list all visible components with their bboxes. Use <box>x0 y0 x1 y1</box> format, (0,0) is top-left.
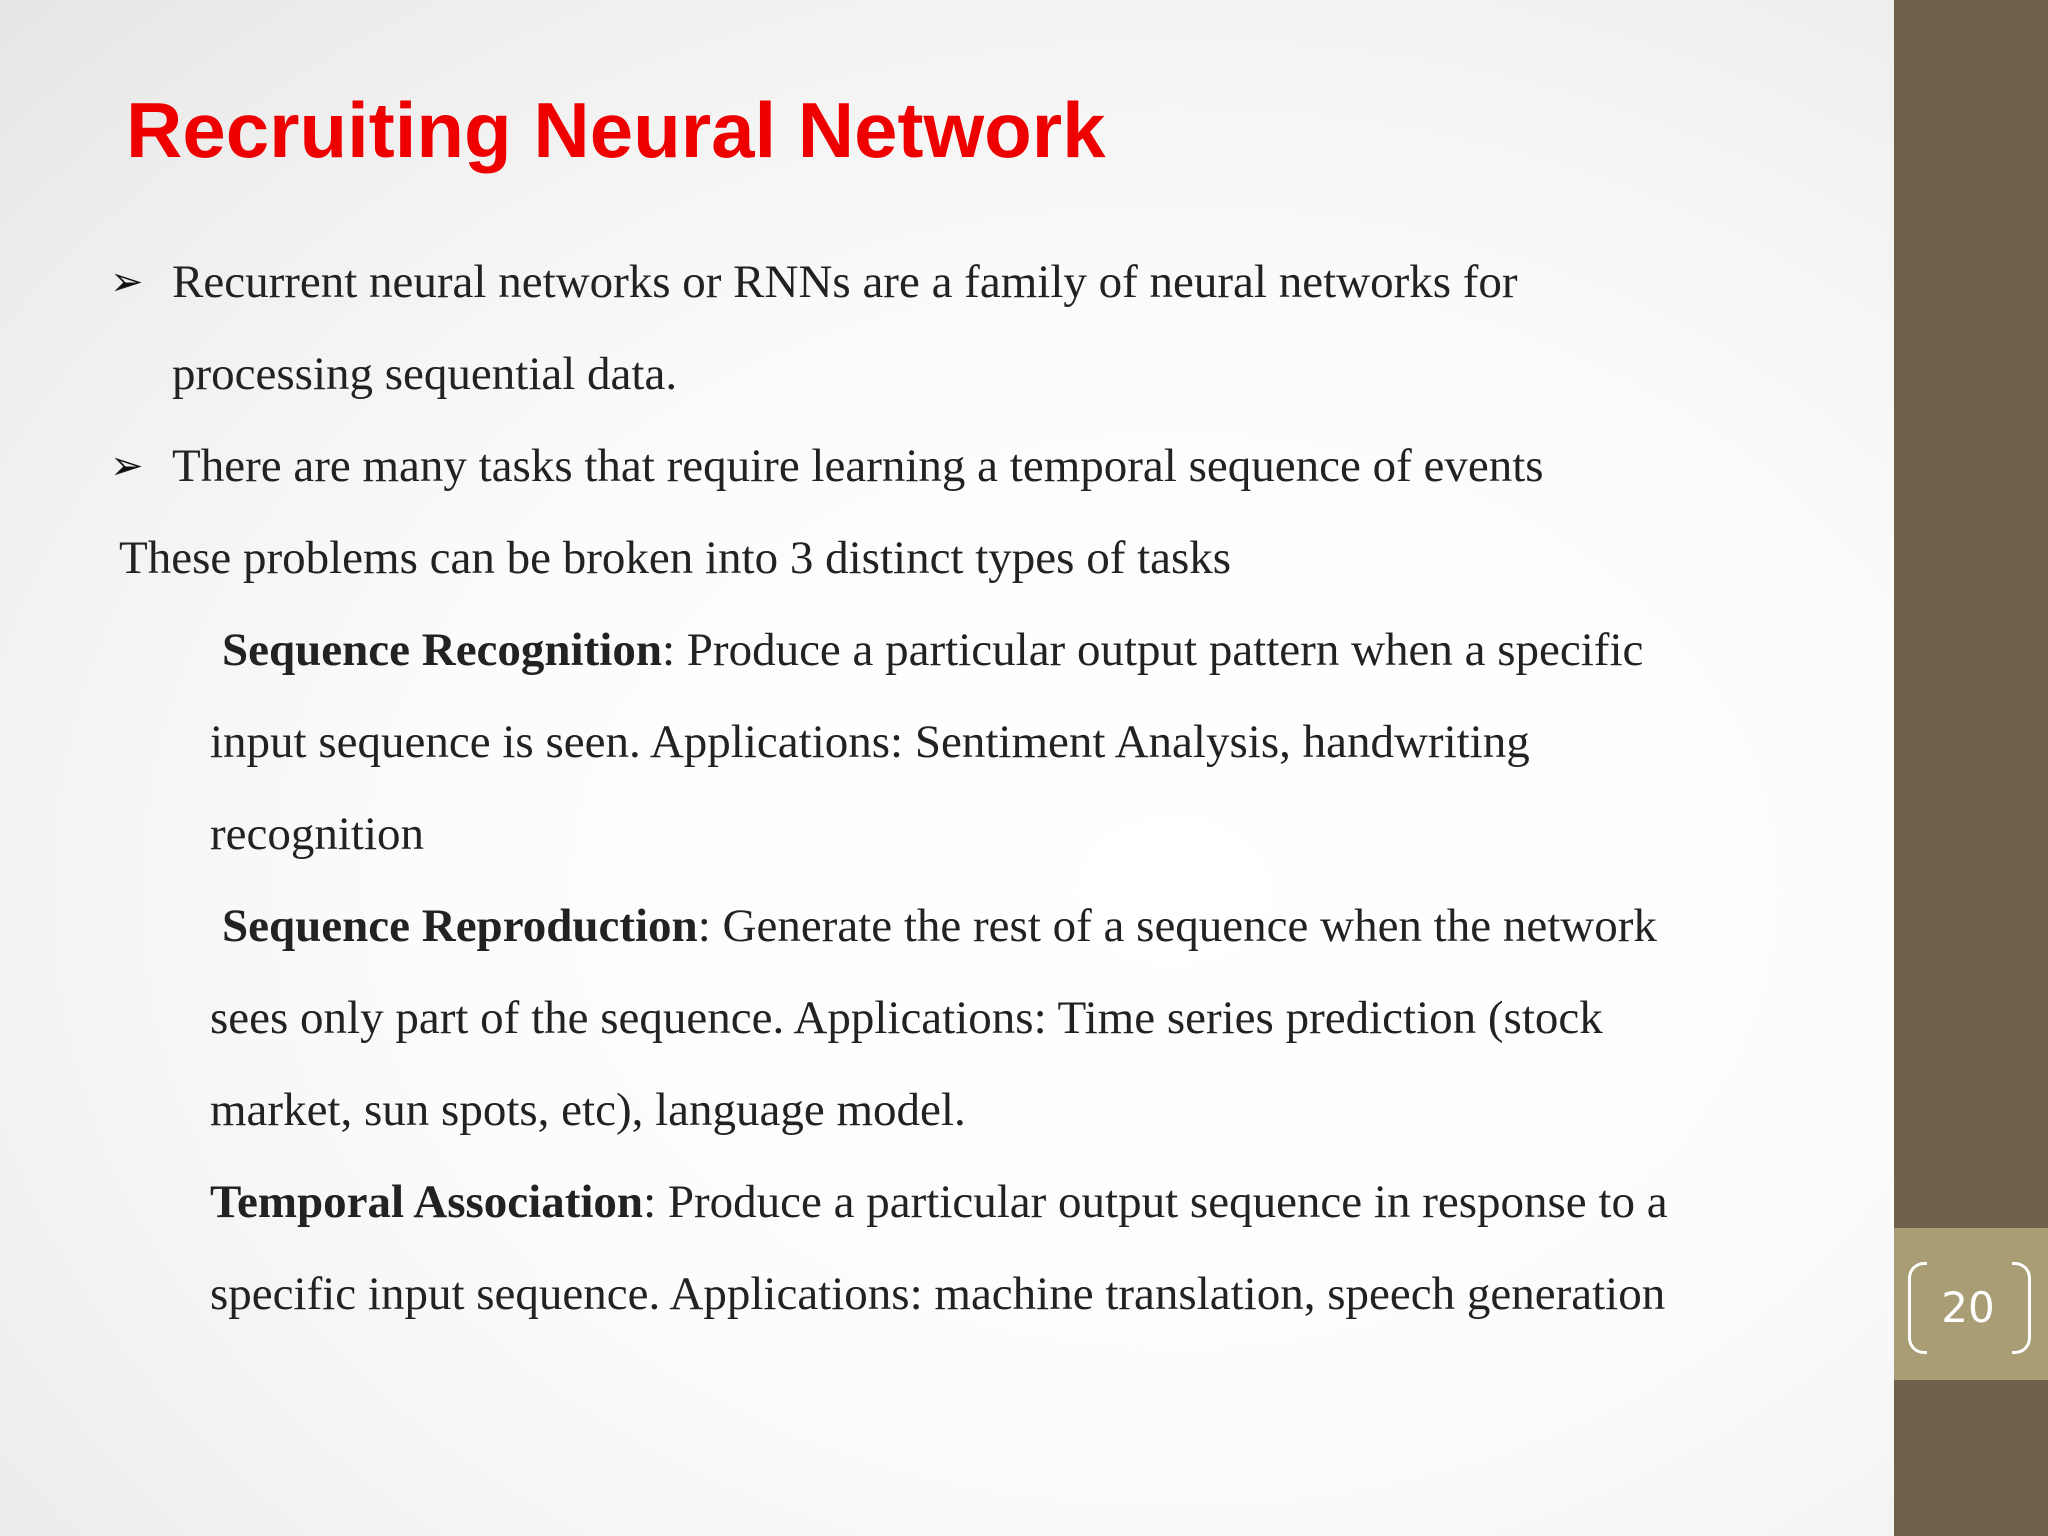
task-temporal-association <box>110 1156 1830 1248</box>
bullet-item <box>110 420 1830 512</box>
intro-text: These problems can be broken into 3 distinct types of tasks <box>119 532 1232 584</box>
side-bar <box>1894 0 2048 1536</box>
arrow-bullet-icon: ➢ <box>110 259 144 305</box>
task-term: Sequence Reproduction <box>222 900 698 952</box>
task-description-line: specific input sequence. Applications: machine translation, speech generation <box>210 1268 1666 1320</box>
page-number: 20 <box>1941 1283 1995 1332</box>
bullet-continuation: processing sequential data. <box>172 348 678 400</box>
task-term: Sequence Recognition <box>222 624 662 676</box>
task-description: : Produce a particular output pattern when a specific <box>661 624 1644 676</box>
slide-title: Recruiting Neural Network <box>126 86 1106 174</box>
page-number-tab <box>1894 1228 2048 1380</box>
arrow-bullet-icon: ➢ <box>110 443 144 489</box>
slide-body <box>110 236 1830 1340</box>
task-description: : Produce a particular output sequence in response to a <box>643 1176 1668 1228</box>
task-description-line: market, sun spots, etc), language model. <box>210 1084 966 1136</box>
task-sequence-reproduction <box>110 880 1830 972</box>
task-description-line: input sequence is seen. Applications: Sentiment Analysis, handwriting <box>210 716 1530 768</box>
task-term: Temporal Association <box>210 1176 644 1228</box>
task-sequence-recognition <box>110 604 1830 696</box>
task-description-line: recognition <box>210 808 425 860</box>
bullet-text: There are many tasks that require learning a temporal sequence of events <box>172 440 1544 492</box>
task-description: : Generate the rest of a sequence when the network <box>697 900 1657 952</box>
right-bracket-icon <box>2012 1262 2031 1354</box>
task-description-line: sees only part of the sequence. Applications: Time series prediction (stock <box>210 992 1603 1044</box>
bullet-item <box>110 236 1830 328</box>
bullet-text: Recurrent neural networks or RNNs are a family of neural networks for <box>172 256 1518 308</box>
